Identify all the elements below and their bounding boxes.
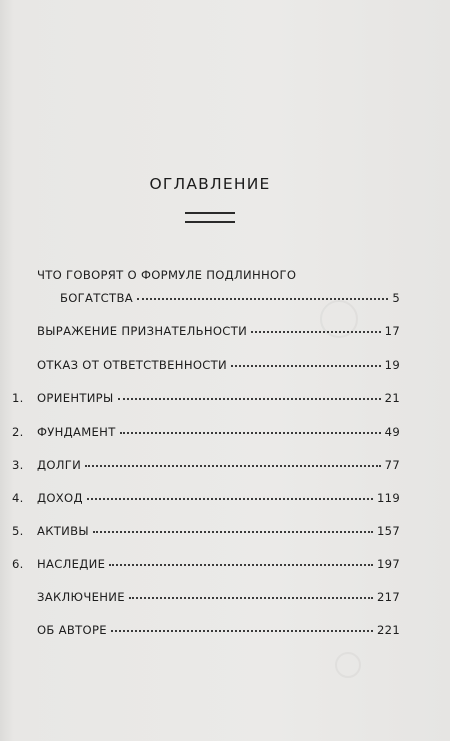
toc-entry-label: ОБ АВТОРЕ (37, 623, 107, 637)
toc-entry-label: ДОХОД (37, 491, 83, 505)
toc-entry-number: 3. (12, 458, 24, 472)
toc-entry-label: ЗАКЛЮЧЕНИЕ (37, 590, 125, 604)
toc-entry (12, 355, 400, 375)
toc-entry-label: ОРИЕНТИРЫ (37, 391, 114, 405)
leader-dots (120, 432, 381, 434)
toc-entry (12, 321, 400, 341)
toc-entry-page: 77 (384, 458, 400, 472)
leader-dots (118, 398, 381, 400)
toc-entry (12, 455, 400, 475)
toc-entry (12, 554, 400, 574)
toc-entry-label: БОГАТСТВА (60, 291, 133, 305)
toc-entry (12, 265, 400, 309)
leader-dots (129, 597, 373, 599)
toc-entry-page: 119 (376, 491, 400, 505)
toc-entry-number: 6. (12, 557, 24, 571)
leader-dots (87, 498, 373, 500)
toc-entry-number: 4. (12, 491, 24, 505)
leader-dots (137, 298, 388, 300)
toc-entry (12, 488, 400, 508)
toc-entry-label: АКТИВЫ (37, 524, 89, 538)
toc-entry-number: 5. (12, 524, 24, 538)
leader-dots (111, 630, 373, 632)
toc-entry (12, 388, 400, 408)
toc-entry-label: ДОЛГИ (37, 458, 82, 472)
toc-entry-page: 221 (376, 623, 400, 637)
toc-entry-page: 19 (384, 358, 400, 372)
toc-entry-page: 21 (384, 391, 400, 405)
toc-entry-label-line1: ЧТО ГОВОРЯТ О ФОРМУЛЕ ПОДЛИННОГО (37, 268, 297, 282)
toc-entry-page: 217 (376, 590, 400, 604)
toc-entry-label: НАСЛЕДИЕ (37, 557, 106, 571)
toc-entry-label: ВЫРАЖЕНИЕ ПРИЗНАТЕЛЬНОСТИ (37, 324, 248, 338)
toc-entry-label: ОТКАЗ ОТ ОТВЕТСТВЕННОСТИ (37, 358, 228, 372)
toc-entry (12, 521, 400, 541)
toc-entry-page: 157 (376, 524, 400, 538)
leader-dots (231, 365, 381, 367)
toc-entry-page: 17 (384, 324, 400, 338)
toc-entry-page: 5 (392, 291, 400, 305)
toc-entry (12, 587, 400, 607)
toc-entry (12, 620, 400, 640)
leader-dots (85, 465, 380, 467)
toc-entry (12, 422, 400, 442)
leader-dots (251, 331, 381, 333)
toc-entry-page: 197 (376, 557, 400, 571)
toc-entry-label: ФУНДАМЕНТ (37, 425, 116, 439)
leader-dots (93, 531, 373, 533)
page-title: ОГЛАВЛЕНИЕ (149, 175, 271, 193)
leader-dots (109, 564, 373, 566)
toc-entry-number: 1. (12, 391, 24, 405)
toc-entry-number: 2. (12, 425, 24, 439)
toc-entry-page: 49 (384, 425, 400, 439)
